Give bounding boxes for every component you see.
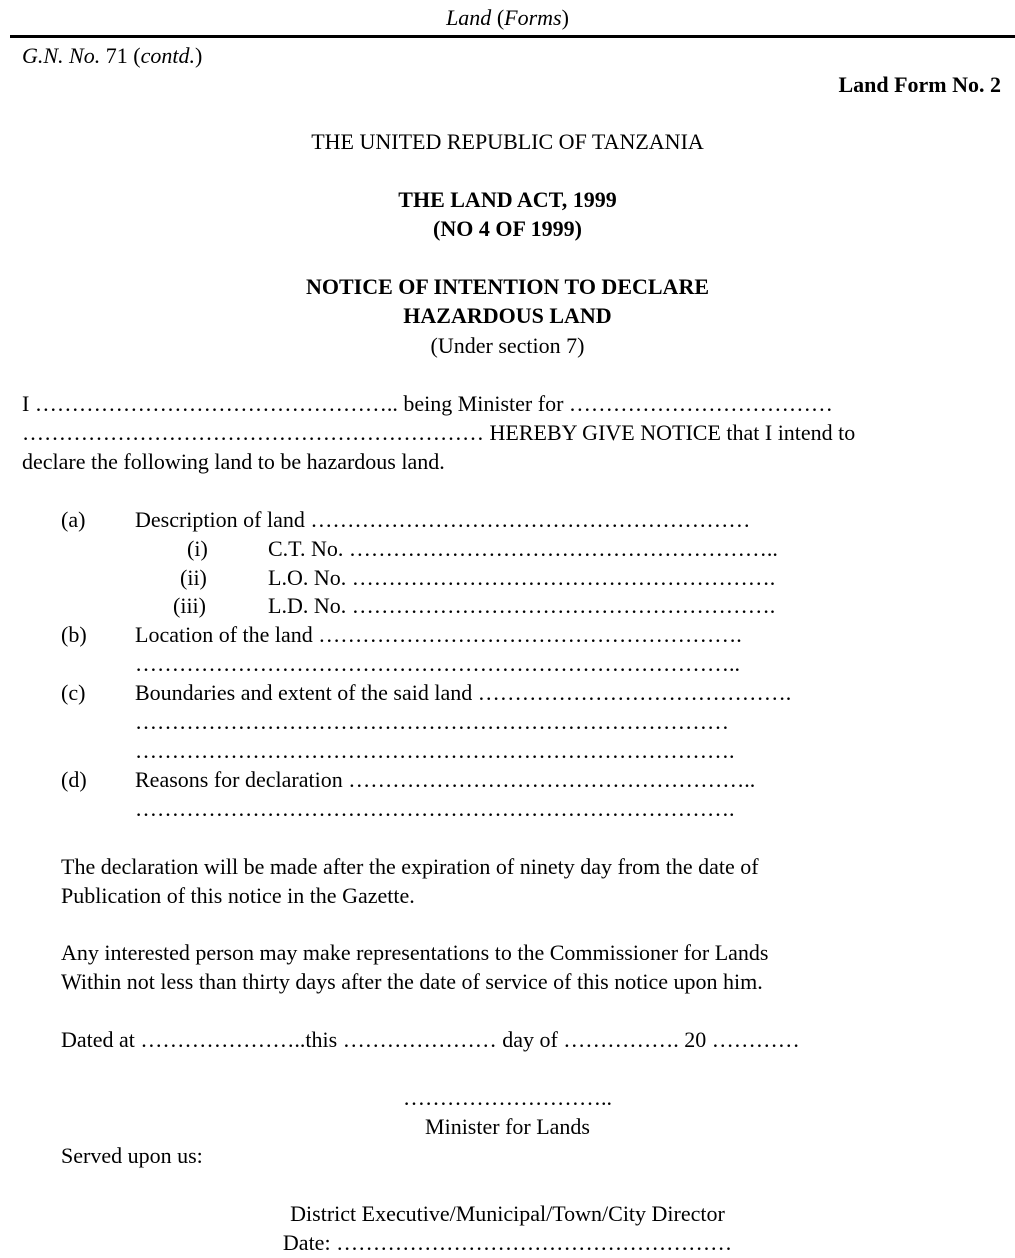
item-b-continuation: ………………………………………………………………………..: [135, 651, 740, 676]
item-a-i-text: C.T. No. …………………………………………………..: [268, 536, 778, 561]
act-number: (NO 4 OF 1999): [433, 216, 582, 241]
representation-paragraph-line-2: Within not less than thirty days after the date of service of this notice upon him.: [61, 969, 763, 994]
item-b-text: Location of the land ………………………………………………….: [135, 622, 742, 647]
running-header: [0, 3, 1015, 32]
item-a-ii-label: (ii): [180, 565, 207, 590]
intro-line-3: declare the following land to be hazardous land.: [22, 449, 445, 474]
representation-paragraph-line-1: Any interested person may make representations to the Commissioner for Lands: [61, 940, 769, 965]
running-header-land: Land: [446, 5, 492, 30]
gn-prefix: G.N. No.: [22, 43, 101, 68]
item-b-label: (b): [61, 622, 87, 647]
item-d-label: (d): [61, 767, 87, 792]
item-c-continuation-1: ………………………………………………………………………: [135, 709, 729, 734]
item-c-continuation-2: ……………………………………………………………………….: [135, 738, 735, 763]
country-heading: THE UNITED REPUBLIC OF TANZANIA: [311, 129, 704, 154]
form-number: Land Form No. 2: [838, 72, 1001, 97]
item-c-label: (c): [61, 680, 86, 705]
signature-line: ………………………..: [403, 1085, 612, 1110]
gn-number: 71 (: [100, 43, 141, 68]
dated-line: Dated at …………………..this ………………… day of ……………. 20 …………: [61, 1027, 800, 1052]
item-a-iii-text: L.D. No. ………………………………………………….: [268, 593, 776, 618]
notice-title-line-2: HAZARDOUS LAND: [403, 303, 612, 328]
declaration-paragraph-line-2: Publication of this notice in the Gazette.: [61, 883, 415, 908]
running-header-open: (: [491, 5, 505, 30]
item-a-ii-text: L.O. No. ………………………………………………….: [268, 565, 776, 590]
item-c-text: Boundaries and extent of the said land …………………………………….: [135, 680, 792, 705]
header-rule: [10, 35, 1015, 38]
gn-contd: contd.: [140, 43, 195, 68]
item-a-iii-label: (iii): [173, 593, 206, 618]
director-title: District Executive/Municipal/Town/City Director: [290, 1201, 725, 1226]
item-a-i-label: (i): [187, 536, 208, 561]
intro-line-2: ……………………………………………………… HEREBY GIVE NOTICE that I intend to: [22, 420, 856, 445]
running-header-forms: Forms: [504, 5, 562, 30]
item-d-text: Reasons for declaration ………………………………………………..: [135, 767, 756, 792]
item-a-label: (a): [61, 507, 86, 532]
gazette-notice-number: [22, 41, 202, 70]
act-title: THE LAND ACT, 1999: [398, 187, 617, 212]
served-upon-label: Served upon us:: [61, 1143, 203, 1168]
running-header-close: ): [561, 5, 569, 30]
declaration-paragraph-line-1: The declaration will be made after the expiration of ninety day from the date of: [61, 854, 759, 879]
date-line: Date: ………………………………………………: [282, 1230, 733, 1255]
section-reference: (Under section 7): [430, 333, 585, 358]
minister-title: Minister for Lands: [425, 1114, 590, 1139]
item-d-continuation: ……………………………………………………………………….: [135, 796, 735, 821]
gn-close: ): [194, 43, 203, 68]
item-a-text: Description of land ……………………………………………………: [135, 507, 751, 532]
intro-line-1: I ………………………………………….. being Minister for ………………………………: [22, 391, 833, 416]
notice-title-line-1: NOTICE OF INTENTION TO DECLARE: [305, 274, 709, 299]
